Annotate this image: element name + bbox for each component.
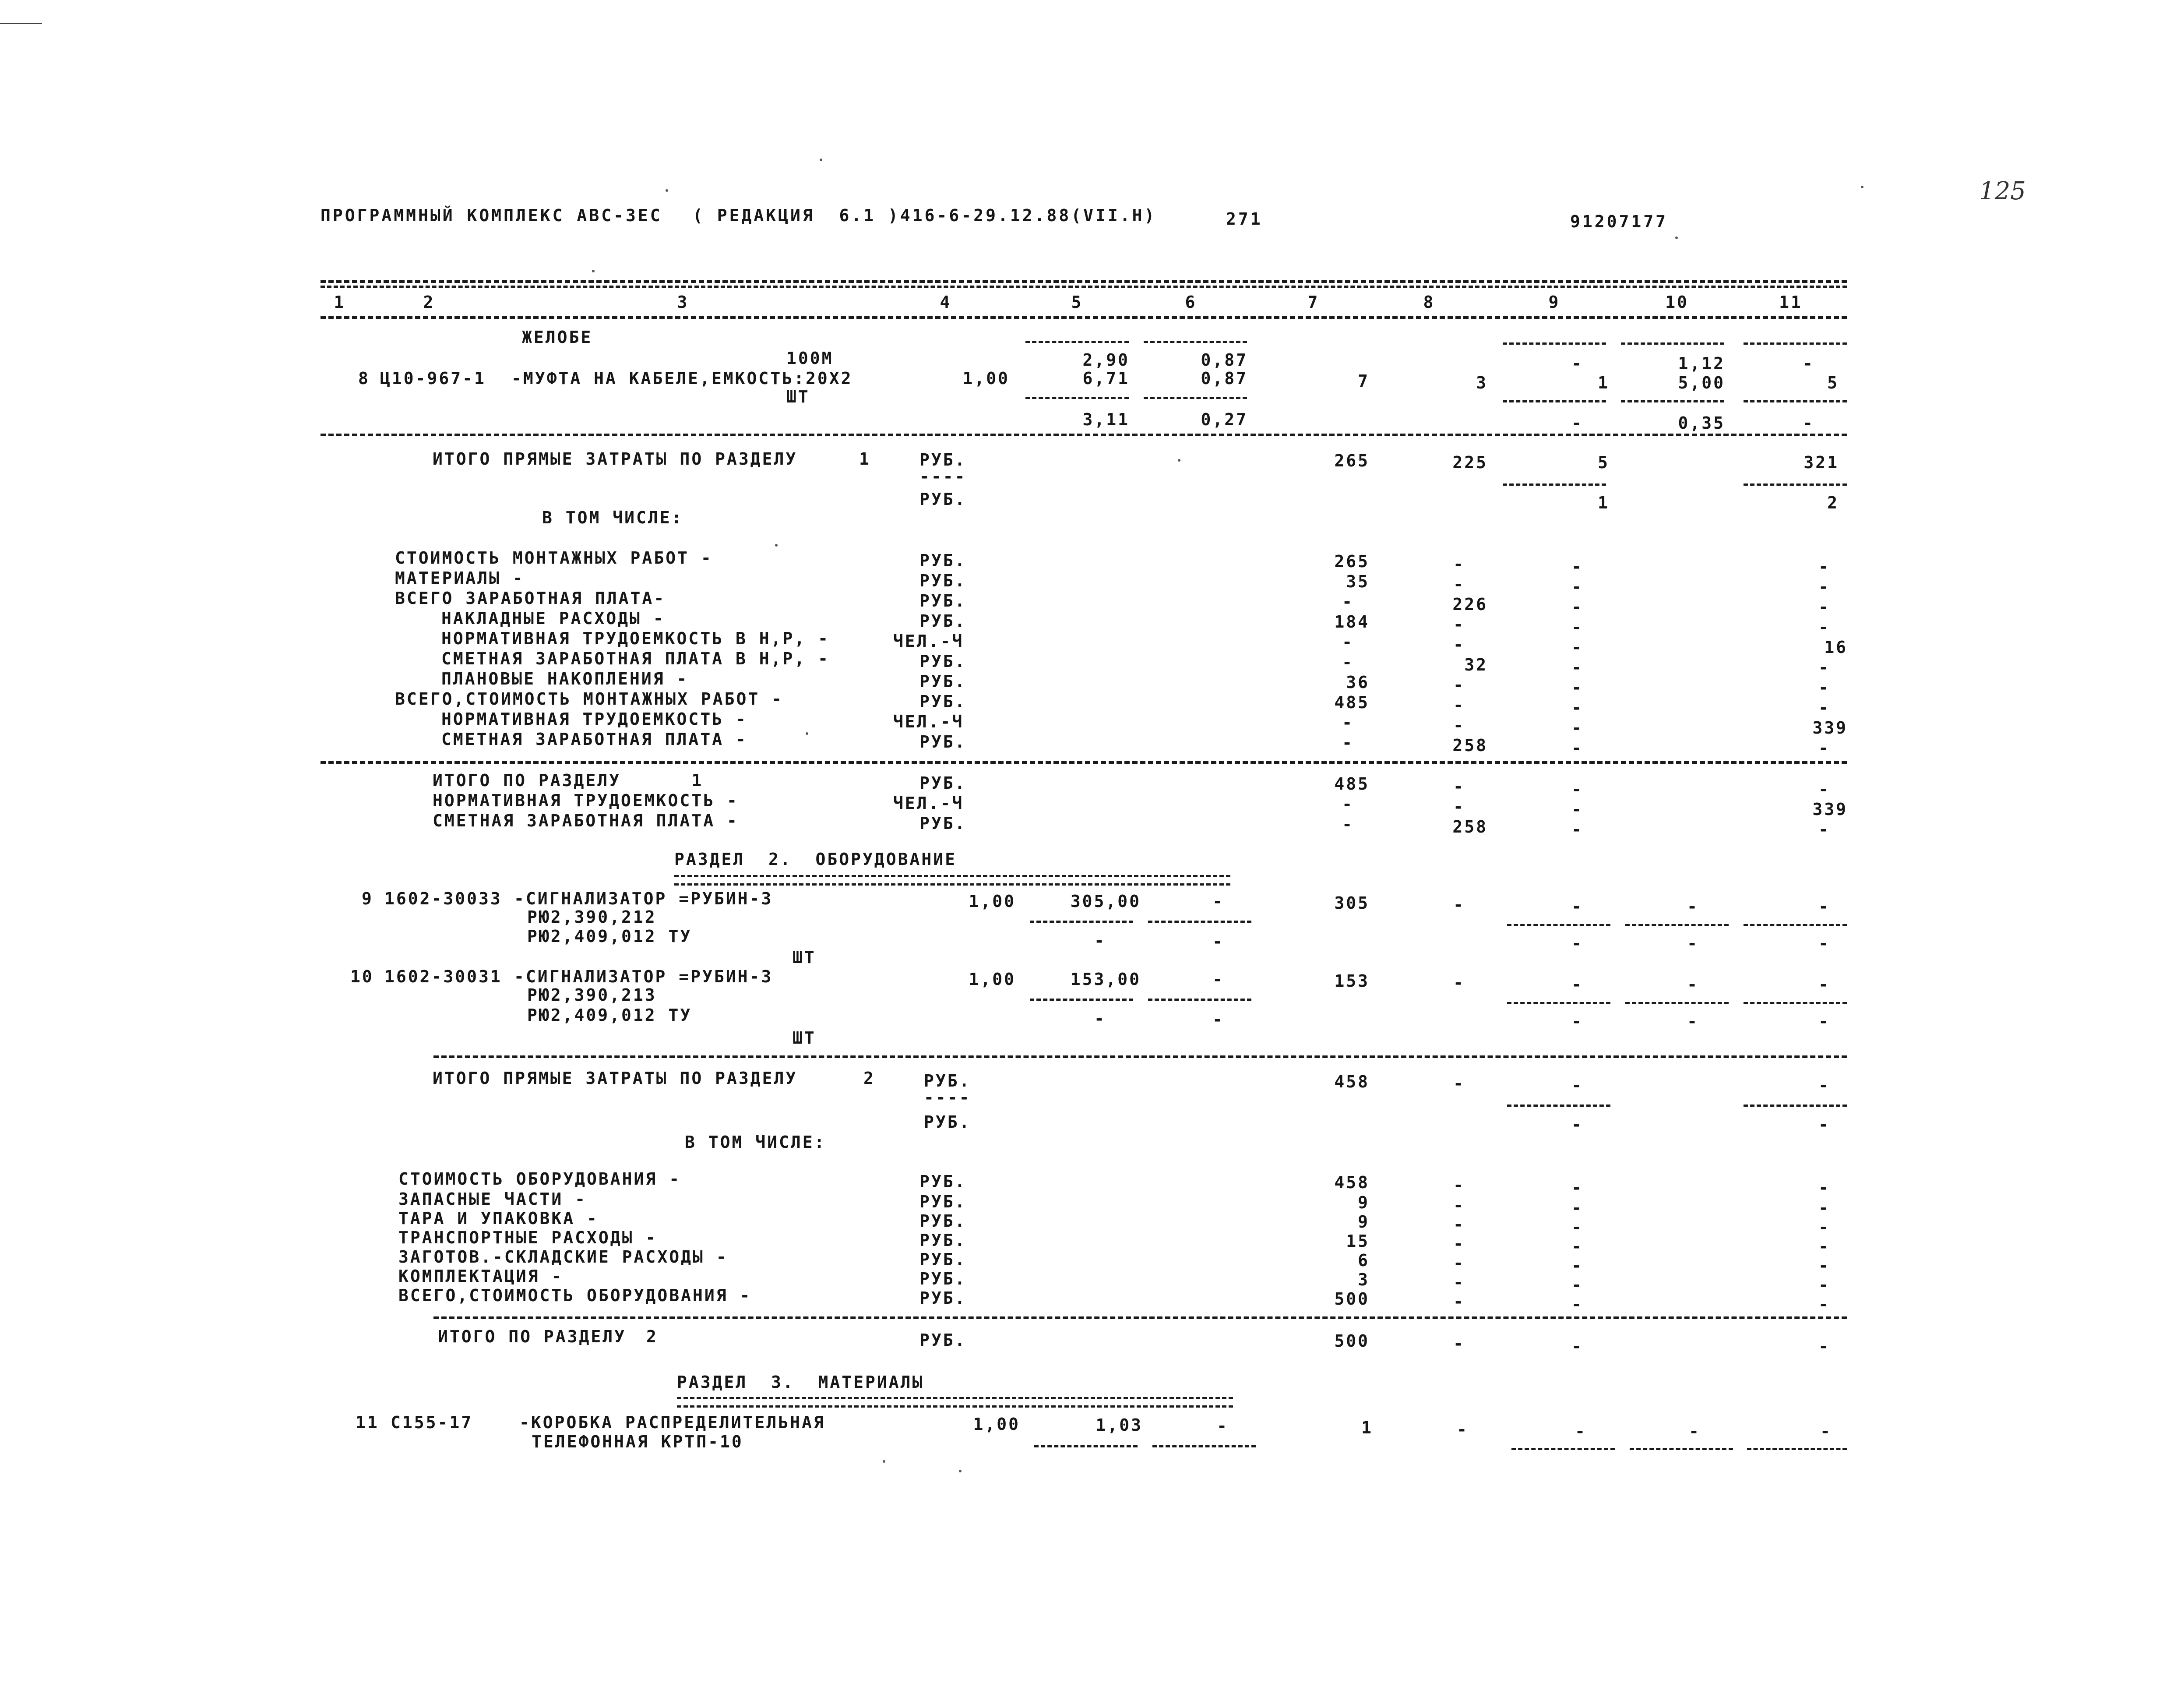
s2-item-unit: РУБ.	[919, 1192, 967, 1211]
document-code: 91207177	[1570, 212, 1668, 231]
s1-item-label: НАКЛАДНЫЕ РАСХОДЫ -	[441, 609, 665, 628]
s2-sum-c11: -	[1818, 1337, 1830, 1356]
item-8-c7: 7	[1358, 371, 1370, 391]
s1-sum-c11: -	[1818, 780, 1830, 799]
s2-item-c9: -	[1571, 1217, 1583, 1237]
item-8-qty: 1,00	[962, 369, 1010, 388]
s1-item-c7: 184	[1334, 612, 1370, 632]
item-8-sub-rule-5	[1025, 341, 1129, 343]
edition-info: ( РЕДАКЦИЯ 6.1 )416-6-29.12.88(VII.Н)	[693, 206, 1157, 225]
sheet-number: 271	[1226, 209, 1263, 229]
section1-summary-rule	[321, 761, 1847, 764]
s1-item-c11: -	[1818, 678, 1830, 697]
s1-item-c11: -	[1818, 618, 1830, 637]
item-11-c11: -	[1820, 1422, 1832, 1441]
item-9-c8: -	[1453, 895, 1465, 914]
s2-total-c9b: -	[1571, 1115, 1583, 1134]
s2-item-label: СТОИМОСТЬ ОБОРУДОВАНИЯ -	[398, 1169, 681, 1189]
s2-item-c8: -	[1453, 1292, 1465, 1311]
s1-item-c8: -	[1453, 695, 1465, 715]
s1-sum-c9: -	[1571, 780, 1583, 799]
s1-item-c8: -	[1453, 554, 1465, 574]
col-3: 3	[677, 293, 689, 312]
col-4: 4	[940, 293, 952, 312]
s1-sum-c7: -	[1342, 794, 1354, 814]
item-8-num: 8	[358, 369, 370, 388]
item-8-c5-mid: 6,71	[1082, 369, 1130, 388]
scan-speck	[959, 1470, 962, 1472]
item-9-c5b: -	[1094, 931, 1106, 950]
s1-sum-label: НОРМАТИВНАЯ ТРУДОЕМКОСТЬ -	[433, 791, 739, 810]
s1-sub-rule-9	[1503, 483, 1606, 486]
item-9-sub-rule-6	[1148, 921, 1251, 923]
s1-item-c9: -	[1571, 698, 1583, 717]
s1-total-label: ИТОГО ПРЯМЫЕ ЗАТРАТЫ ПО РАЗДЕЛУ	[433, 449, 798, 469]
s1-item-c11: -	[1818, 557, 1830, 576]
s1-item-unit: РУБ.	[919, 692, 967, 711]
scan-speck	[1178, 459, 1180, 462]
s1-sub-rule-11	[1744, 483, 1847, 486]
s2-item-c9: -	[1571, 1295, 1583, 1314]
s2-item-label: ТРАНСПОРТНЫЕ РАСХОДЫ -	[398, 1228, 658, 1247]
s1-sum-c7: 485	[1334, 774, 1370, 794]
item-10-c11b: -	[1818, 1012, 1830, 1031]
item-9-name: -СИГНАЛИЗАТОР =РУБИН-3	[514, 889, 773, 908]
s1-item-c9: -	[1571, 718, 1583, 738]
s1-total-unit2: РУБ.	[919, 490, 967, 509]
item-8-c11-mid: 5	[1827, 373, 1839, 392]
s2-item-c8: -	[1453, 1253, 1465, 1273]
item-10-c9b: -	[1571, 1012, 1583, 1031]
s2-item-c11: -	[1818, 1275, 1830, 1295]
item-11-name2: ТЕЛЕФОННАЯ КРТП-10	[532, 1432, 743, 1451]
s2-item-c11: -	[1818, 1295, 1830, 1314]
item-11-c7: 1	[1361, 1418, 1373, 1437]
s1-item-c7: 265	[1334, 552, 1370, 571]
item-11-sub-rule-10	[1630, 1448, 1733, 1450]
s2-item-label: ТАРА И УПАКОВКА -	[398, 1209, 599, 1228]
s2-item-unit: РУБ.	[919, 1269, 967, 1288]
s1-item-unit: РУБ.	[919, 571, 967, 590]
item-8-c10-top: 1,12	[1678, 354, 1725, 373]
item-10-c11: -	[1818, 975, 1830, 994]
s2-item-c7: 500	[1334, 1289, 1370, 1309]
s2-item-c8: -	[1453, 1196, 1465, 1215]
item-8-name: -МУФТА НА КАБЕЛЕ,ЕМКОСТЬ:20Х2	[511, 369, 853, 388]
s1-item-c8: -	[1453, 675, 1465, 695]
section1-total-rule	[321, 434, 1847, 436]
s2-total-unit2: РУБ.	[924, 1112, 971, 1132]
item-8-c11-bot: -	[1803, 413, 1814, 433]
item-10-spec2: РЮ2,409,012 ТУ	[527, 1006, 692, 1025]
s1-total-c9: 5	[1598, 453, 1610, 472]
s1-total-unit: РУБ.	[919, 450, 967, 469]
item-9-sub-rule-5	[1030, 921, 1133, 923]
s1-item-c7: 36	[1346, 673, 1370, 692]
s1-item-c7: 35	[1346, 572, 1370, 591]
s2-item-c7: 6	[1358, 1251, 1370, 1270]
item-10-c7: 153	[1334, 971, 1370, 991]
s2-item-c8: -	[1453, 1234, 1465, 1253]
s2-item-c7: 9	[1358, 1193, 1370, 1212]
item-10-sub-rule-5	[1030, 999, 1133, 1001]
item-10-c6: -	[1212, 970, 1224, 989]
s1-total-c11: 321	[1804, 453, 1839, 472]
item-8-unit-bottom: ШТ	[786, 387, 810, 406]
col-2: 2	[423, 293, 435, 312]
s1-item-label: ПЛАНОВЫЕ НАКОПЛЕНИЯ -	[441, 669, 689, 688]
col-8: 8	[1423, 293, 1435, 312]
item-8-sub-rule-10	[1621, 342, 1724, 345]
s2-item-c7: 9	[1358, 1212, 1370, 1232]
item-9-sub-rule-11	[1744, 924, 1847, 926]
item-10-c8: -	[1453, 973, 1465, 992]
s1-item-c11: -	[1818, 698, 1830, 717]
s1-sum-label: ИТОГО ПО РАЗДЕЛУ 1	[433, 771, 704, 790]
s1-sum-c11: -	[1818, 820, 1830, 839]
header-rule-bottom	[321, 316, 1847, 319]
s1-item-c11: -	[1818, 658, 1830, 677]
item-10-num: 10	[350, 967, 374, 986]
scan-speck	[806, 732, 808, 735]
s1-item-c8: 258	[1452, 736, 1488, 755]
item-9-c9: -	[1571, 897, 1583, 916]
item-9-c10: -	[1687, 897, 1699, 916]
col-9: 9	[1548, 293, 1561, 312]
item-11-c8: -	[1457, 1420, 1469, 1439]
section2-summary-rule	[433, 1316, 1847, 1319]
s2-total-c11b: -	[1818, 1115, 1830, 1134]
s1-total-c7: 265	[1334, 451, 1370, 470]
item-9-code: 1602-30033	[384, 889, 502, 908]
scan-speck	[1861, 186, 1863, 188]
s1-sum-c11: 339	[1812, 800, 1848, 819]
s1-item-unit: РУБ.	[919, 672, 967, 691]
s1-item-c9: -	[1571, 738, 1583, 758]
s1-item-c11: -	[1818, 597, 1830, 617]
item-10-qty: 1,00	[969, 970, 1016, 989]
s2-item-unit: РУБ.	[919, 1288, 967, 1308]
s2-item-label: ЗАПАСНЫЕ ЧАСТИ -	[398, 1189, 587, 1209]
scan-speck	[666, 189, 668, 192]
scan-speck	[775, 544, 778, 547]
item-10-code: 1602-30031	[384, 967, 502, 986]
item-10-unit: ШТ	[793, 1028, 816, 1048]
s1-item-c7: -	[1342, 632, 1354, 652]
s1-item-c9: -	[1571, 658, 1583, 677]
item-8-c10-bot: 0,35	[1678, 413, 1725, 433]
s1-item-c8: -	[1453, 716, 1465, 735]
section3-title: РАЗДЕЛ 3. МАТЕРИАЛЫ	[677, 1373, 924, 1392]
s1-including: В ТОМ ЧИСЛЕ:	[542, 508, 683, 527]
section2-title-underline	[674, 875, 1230, 886]
s1-item-label: СТОИМОСТЬ МОНТАЖНЫХ РАБОТ -	[395, 548, 713, 568]
item-9-c6: -	[1212, 892, 1224, 911]
item-9-sub-rule-10	[1625, 924, 1729, 926]
s2-item-c9: -	[1571, 1237, 1583, 1256]
s1-item-unit: РУБ.	[919, 591, 967, 611]
s2-total-c8: -	[1453, 1074, 1465, 1093]
s1-item-c7: -	[1342, 733, 1354, 752]
s1-item-c9: -	[1571, 557, 1583, 576]
s1-total-sec: 1	[859, 449, 871, 469]
col-7: 7	[1307, 293, 1320, 312]
s1-total-unit-line: ----	[919, 467, 967, 486]
s1-item-c11: -	[1818, 577, 1830, 596]
item-9-num: 9	[362, 889, 373, 908]
section2-total-rule	[433, 1055, 1847, 1058]
s1-item-label: ВСЕГО ЗАРАБОТНАЯ ПЛАТА-	[395, 589, 666, 608]
s1-item-c7: 485	[1334, 693, 1370, 712]
s1-sum-unit: РУБ.	[919, 773, 967, 793]
s2-including: В ТОМ ЧИСЛЕ:	[685, 1133, 826, 1152]
item-11-sub-rule-11	[1747, 1448, 1847, 1450]
s2-item-c7: 458	[1334, 1173, 1370, 1192]
item-8-c5-top: 2,90	[1082, 350, 1130, 370]
s2-item-unit: РУБ.	[919, 1211, 967, 1231]
item-8-c6-top: 0,87	[1201, 350, 1248, 370]
item-8-sub-rule-6b	[1144, 397, 1247, 399]
item-8-c6-bot: 0,27	[1201, 410, 1248, 429]
item-8-sub-rule-9b	[1503, 400, 1606, 402]
item-9-sub-rule-9	[1507, 924, 1610, 926]
page-number: 125	[1979, 177, 2026, 205]
section2-title: РАЗДЕЛ 2. ОБОРУДОВАНИЕ	[674, 850, 957, 869]
s2-sum-unit: РУБ.	[919, 1330, 967, 1350]
s1-total-c9b: 1	[1598, 493, 1610, 512]
s1-item-label: НОРМАТИВНАЯ ТРУДОЕМКОСТЬ -	[441, 709, 747, 729]
item-9-c11b: -	[1818, 934, 1830, 953]
s1-item-label: НОРМАТИВНАЯ ТРУДОЕМКОСТЬ В Н,Р, -	[441, 629, 830, 648]
item-10-c5b: -	[1094, 1009, 1106, 1028]
item-8-c8: 3	[1476, 373, 1488, 392]
s1-item-c11: 16	[1824, 638, 1848, 657]
s2-item-unit: РУБ.	[919, 1250, 967, 1269]
item-8-c10-mid: 5,00	[1678, 373, 1725, 392]
s1-sum-unit: РУБ.	[919, 814, 967, 833]
s2-sum-c9: -	[1571, 1337, 1583, 1356]
s2-total-label: ИТОГО ПРЯМЫЕ ЗАТРАТЫ ПО РАЗДЕЛУ	[433, 1069, 798, 1088]
s1-item-c8: -	[1453, 635, 1465, 654]
program-title: ПРОГРАММНЫЙ КОМПЛЕКС АВС-ЗЕС	[321, 206, 662, 225]
s1-total-c11b: 2	[1827, 493, 1839, 512]
s2-item-c9: -	[1571, 1256, 1583, 1275]
item-11-name: -КОРОБКА РАСПРЕДЕЛИТЕЛЬНАЯ	[519, 1413, 825, 1432]
item-10-sub-rule-9	[1507, 1002, 1610, 1004]
item-8-sub-rule-10b	[1621, 400, 1724, 402]
item-8-sub-rule-5b	[1025, 397, 1129, 399]
s2-total-unit: РУБ.	[924, 1071, 971, 1090]
s1-sum-c8: -	[1453, 777, 1465, 796]
s1-item-c9: -	[1571, 678, 1583, 697]
s2-sum-sec: 2	[646, 1327, 658, 1346]
s1-item-label: СМЕТНАЯ ЗАРАБОТНАЯ ПЛАТА -	[441, 730, 747, 749]
s1-item-c7: -	[1342, 713, 1354, 732]
scan-speck	[883, 1460, 885, 1463]
s1-item-unit: ЧЕЛ.-Ч	[893, 632, 964, 651]
item-8-c6-mid: 0,87	[1201, 369, 1248, 388]
s1-item-c7: -	[1342, 653, 1354, 672]
header-rule-top	[321, 280, 1847, 283]
item-9-spec1: РЮ2,390,212	[527, 907, 657, 927]
item-11-c10: -	[1689, 1422, 1701, 1441]
s1-item-unit: РУБ.	[919, 652, 967, 671]
s2-sub-rule-11	[1744, 1105, 1847, 1107]
s1-item-label: ВСЕГО,СТОИМОСТЬ МОНТАЖНЫХ РАБОТ -	[395, 689, 783, 709]
item-10-c10b: -	[1687, 1012, 1699, 1031]
s1-item-c9: -	[1571, 638, 1583, 657]
item-10-c6b: -	[1212, 1010, 1224, 1029]
s2-item-c8: -	[1453, 1175, 1465, 1195]
s2-item-label: ЗАГОТОВ.-СКЛАДСКИЕ РАСХОДЫ -	[398, 1247, 728, 1267]
s2-item-unit: РУБ.	[919, 1231, 967, 1250]
item-11-c6: -	[1217, 1416, 1229, 1436]
item-9-c11: -	[1818, 897, 1830, 916]
item-10-c5: 153,00	[1070, 970, 1141, 989]
item-8-c5-bot: 3,11	[1082, 410, 1130, 429]
item-8-c11-top: -	[1803, 354, 1814, 373]
s2-sum-label: ИТОГО ПО РАЗДЕЛУ	[438, 1327, 627, 1346]
col-11: 11	[1779, 293, 1803, 312]
s1-item-unit: РУБ.	[919, 551, 967, 570]
col-1: 1	[334, 293, 346, 312]
s2-item-c11: -	[1818, 1256, 1830, 1275]
s1-sum-label: СМЕТНАЯ ЗАРАБОТНАЯ ПЛАТА -	[433, 811, 739, 830]
s1-item-unit: РУБ.	[919, 611, 967, 631]
s1-sum-unit: ЧЕЛ.-Ч	[893, 794, 964, 813]
s1-item-c9: -	[1571, 597, 1583, 617]
scan-speck	[820, 159, 822, 161]
item-10-spec1: РЮ2,390,213	[527, 985, 657, 1005]
s2-item-c11: -	[1818, 1217, 1830, 1237]
s1-item-c8: -	[1453, 615, 1465, 634]
item-9-spec2: РЮ2,409,012 ТУ	[527, 927, 692, 946]
item-8-c9-bot: -	[1571, 413, 1583, 433]
s2-item-c9: -	[1571, 1178, 1583, 1197]
item-8-c9-top: -	[1571, 354, 1583, 373]
item-10-sub-rule-11	[1744, 1002, 1847, 1004]
s2-total-c9: -	[1571, 1076, 1583, 1095]
scan-speck	[1675, 236, 1678, 239]
s1-item-c9: -	[1571, 577, 1583, 596]
item-10-c9: -	[1571, 975, 1583, 994]
corner-mark	[0, 23, 42, 24]
s2-item-c11: -	[1818, 1198, 1830, 1217]
s2-sum-c7: 500	[1334, 1331, 1370, 1351]
s1-item-c11: 339	[1812, 718, 1848, 738]
s1-total-c8: 225	[1452, 453, 1488, 472]
item-10-name: -СИГНАЛИЗАТОР =РУБИН-3	[514, 967, 773, 986]
item-8-unit-top: 100М	[786, 349, 834, 368]
s1-sum-c9: -	[1571, 820, 1583, 839]
header-rule-top2	[321, 286, 1847, 288]
section3-title-underline	[677, 1397, 1233, 1408]
s1-item-c7: -	[1342, 592, 1354, 611]
s1-sum-c7: -	[1342, 815, 1354, 834]
s1-item-unit: РУБ.	[919, 732, 967, 752]
s1-item-c8: -	[1453, 575, 1465, 594]
item-10-c10: -	[1687, 975, 1699, 994]
s2-total-c7: 458	[1334, 1072, 1370, 1091]
item-8-sub-rule-11	[1744, 342, 1847, 345]
item-10-sub-rule-10	[1625, 1002, 1729, 1004]
s1-item-c8: 32	[1464, 655, 1488, 674]
item-8-sub-rule-6	[1144, 341, 1247, 343]
s2-item-c11: -	[1818, 1237, 1830, 1256]
col-6: 6	[1185, 293, 1197, 312]
item-9-c6b: -	[1212, 932, 1224, 951]
s2-item-c9: -	[1571, 1275, 1583, 1295]
item-8-sub-rule-9	[1503, 342, 1606, 345]
item-11-sub-rule-6	[1152, 1445, 1256, 1447]
s2-sub-rule-9	[1507, 1105, 1610, 1107]
item-8-code: Ц10-967-1	[380, 369, 486, 388]
s2-sum-c8: -	[1453, 1334, 1465, 1353]
item-9-c9b: -	[1571, 934, 1583, 953]
item-9-c7: 305	[1334, 893, 1370, 913]
item-11-sub-rule-5	[1034, 1445, 1138, 1447]
s1-item-label: СМЕТНАЯ ЗАРАБОТНАЯ ПЛАТА В Н,Р, -	[441, 649, 830, 668]
s1-sum-c8: -	[1453, 797, 1465, 816]
col-5: 5	[1071, 293, 1083, 312]
s2-item-label: КОМПЛЕКТАЦИЯ -	[398, 1267, 564, 1286]
item-10-sub-rule-6	[1148, 999, 1251, 1001]
col-10: 10	[1665, 293, 1689, 312]
s2-total-sec: 2	[863, 1069, 875, 1088]
s1-sum-c9: -	[1571, 800, 1583, 819]
item-11-num: 11	[356, 1413, 379, 1432]
s1-item-c8: 226	[1452, 595, 1488, 614]
item-8-sub-rule-11b	[1744, 400, 1847, 402]
item-11-qty: 1,00	[973, 1415, 1020, 1434]
item-9-unit: ШТ	[793, 948, 816, 967]
item-8-name-prefix: ЖЕЛОБЕ	[522, 328, 593, 347]
s1-item-c11: -	[1818, 738, 1830, 758]
item-11-sub-rule-9	[1511, 1448, 1615, 1450]
s2-item-c7: 15	[1346, 1232, 1370, 1251]
s2-item-c8: -	[1453, 1273, 1465, 1292]
item-11-c5: 1,03	[1096, 1415, 1143, 1435]
item-8-c9: 1	[1598, 373, 1610, 392]
s1-item-label: МАТЕРИАЛЫ -	[395, 568, 525, 588]
s2-item-c9: -	[1571, 1198, 1583, 1217]
item-9-c5: 305,00	[1070, 892, 1141, 911]
s2-item-c11: -	[1818, 1178, 1830, 1197]
s2-total-unit-line: ----	[924, 1088, 971, 1107]
s1-item-unit: ЧЕЛ.-Ч	[893, 712, 964, 731]
item-11-code: С155-17	[391, 1413, 473, 1432]
s2-total-c11: -	[1818, 1076, 1830, 1095]
item-11-c9: -	[1575, 1422, 1587, 1441]
s1-sum-c8: 258	[1452, 817, 1488, 836]
s2-item-label: ВСЕГО,СТОИМОСТЬ ОБОРУДОВАНИЯ -	[398, 1286, 752, 1305]
s2-item-unit: РУБ.	[919, 1172, 967, 1191]
s2-item-c8: -	[1453, 1215, 1465, 1234]
item-9-c10b: -	[1687, 934, 1699, 953]
s2-item-c7: 3	[1358, 1270, 1370, 1289]
s1-item-c9: -	[1571, 618, 1583, 637]
scan-speck	[592, 270, 595, 272]
item-9-qty: 1,00	[969, 892, 1016, 911]
